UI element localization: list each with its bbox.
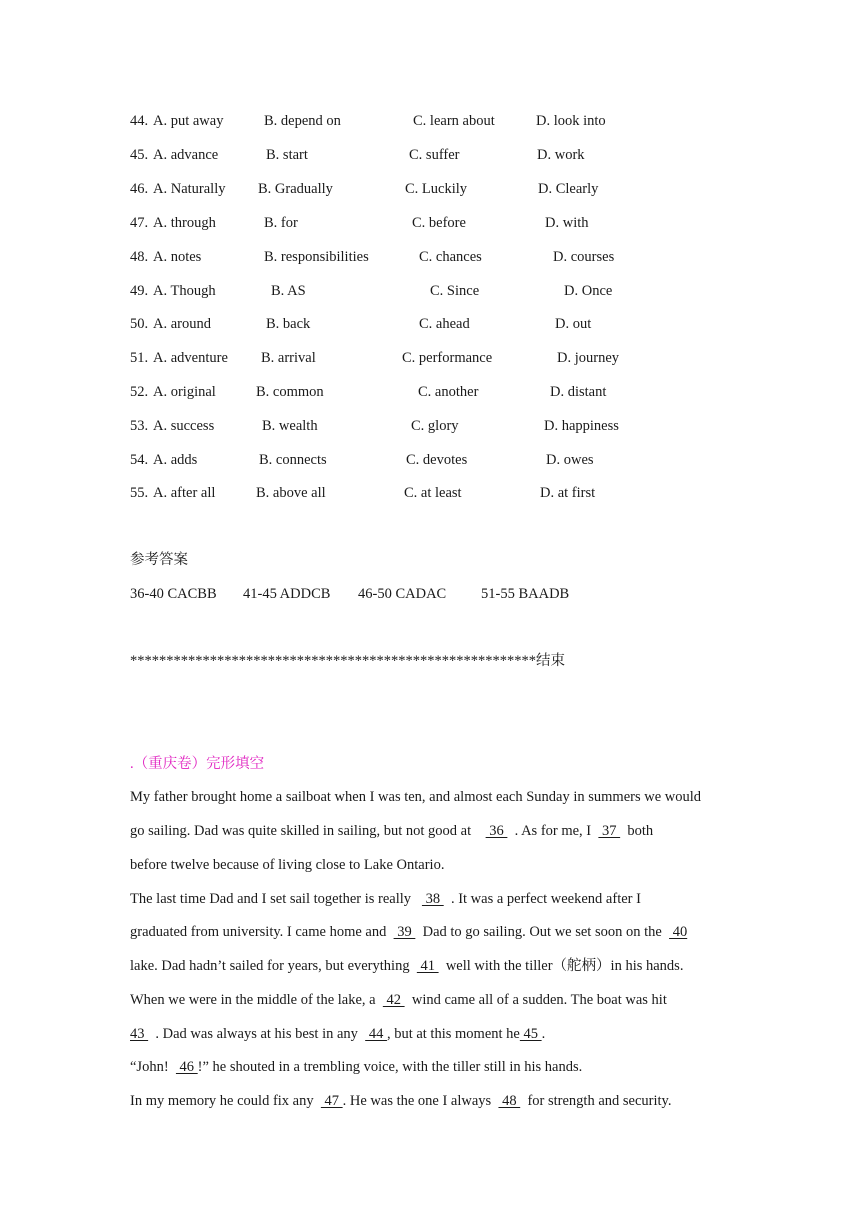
blank-46: 46 [175,1059,198,1075]
option-c: C. chances [419,249,482,265]
option-a: A. adventure [153,350,228,366]
option-a: A. Naturally [153,181,226,197]
option-b: B. arrival [261,350,316,366]
option-a: A. after all [153,485,216,501]
question-number: 52. [130,384,149,400]
blank-48: 48 [498,1093,521,1109]
option-d: D. Once [564,283,613,299]
question-number: 47. [130,215,149,231]
option-b: B. for [264,215,298,231]
option-d: D. distant [550,384,607,400]
option-d: D. happiness [544,418,619,434]
answer-key-heading: 参考答案 [130,552,188,568]
section-title: .（重庆卷）完形填空 [130,756,265,772]
blank-38: 38 [421,891,444,907]
option-b: B. common [256,384,324,400]
passage-line: go sailing. Dad was quite skilled in sailing, but not good at 36 . As for me, I 37 both [130,823,654,839]
option-d: D. Clearly [538,181,599,197]
question-number: 55. [130,485,149,501]
passage-line: graduated from university. I came home and 39 Dad to go sailing. Out we set soon on the 40 [130,924,688,940]
option-b: B. start [266,147,308,163]
option-c: C. Luckily [405,181,468,197]
option-c: C. glory [411,418,459,434]
option-d: D. with [545,215,589,231]
option-b: B. connects [259,452,327,468]
passage-line: The last time Dad and I set sail together is really 38 . It was a perfect weekend after I [130,891,641,907]
blank-36: 36 [485,823,508,839]
option-a: A. advance [153,147,219,163]
question-number: 49. [130,283,149,299]
option-a: A. success [153,418,215,434]
option-c: C. learn about [413,113,495,129]
passage-line: When we were in the middle of the lake, a 42 wind came all of a sudden. The boat was hit [130,992,667,1008]
question-number: 44. [130,113,149,129]
end-marker: ********************************************************结束 [130,653,565,669]
blank-45: 45 [519,1026,542,1042]
passage-line: 43 . Dad was always at his best in any 44 , but at this moment he 45 . [130,1026,546,1042]
option-d: D. journey [557,350,620,366]
question-number: 53. [130,418,149,434]
option-a: A. Though [153,283,216,299]
question-number: 54. [130,452,149,468]
blank-41: 41 [416,958,439,974]
option-d: D. courses [553,249,615,265]
option-c: C. performance [402,350,493,366]
option-d: D. owes [546,452,594,468]
option-c: C. at least [404,485,462,501]
option-a: A. through [153,215,216,231]
option-b: B. above all [256,485,326,501]
answer-group: 46-50 CADAC [358,586,447,602]
option-a: A. around [153,316,211,332]
option-c: C. ahead [419,316,470,332]
option-a: A. notes [153,249,202,265]
answer-group: 36-40 CACBB [130,586,217,602]
option-c: C. before [412,215,466,231]
option-c: C. another [418,384,479,400]
option-b: B. AS [271,283,306,299]
option-a: A. put away [153,113,224,129]
option-b: B. Gradually [258,181,333,197]
blank-43: 43 [130,1026,149,1042]
question-number: 48. [130,249,149,265]
option-b: B. wealth [262,418,318,434]
passage-line: “John! 46 !” he shouted in a trembling voice, with the tiller still in his hands. [130,1059,583,1075]
blank-47: 47 [320,1093,343,1109]
option-c: C. devotes [406,452,468,468]
passage-line: In my memory he could fix any 47 . He was the one I always 48 for strength and security. [130,1093,672,1109]
passage-line: lake. Dad hadn’t sailed for years, but everything 41 well with the tiller（舵柄）in his hands. [130,958,684,974]
option-d: D. look into [536,113,606,129]
blank-44: 44 [365,1026,387,1042]
option-c: C. suffer [409,147,460,163]
option-a: A. original [153,384,216,400]
passage-line: before twelve because of living close to Lake Ontario. [130,857,445,873]
option-b: B. responsibilities [264,249,369,265]
blank-39: 39 [393,924,416,940]
blank-42: 42 [382,992,405,1008]
answer-group: 41-45 ADDCB [243,586,331,602]
option-d: D. at first [540,485,596,501]
option-c: C. Since [430,283,480,299]
question-number: 51. [130,350,149,366]
blank-37: 37 [598,823,621,839]
option-d: D. work [537,147,585,163]
passage-line: My father brought home a sailboat when I was ten, and almost each Sunday in summers we would [130,789,702,805]
question-number: 46. [130,181,149,197]
blank-40: 40 [669,924,688,940]
option-d: D. out [555,316,592,332]
answer-group: 51-55 BAADB [481,586,570,602]
option-b: B. depend on [264,113,341,129]
option-a: A. adds [153,452,198,468]
question-number: 45. [130,147,149,163]
option-b: B. back [266,316,311,332]
question-number: 50. [130,316,149,332]
